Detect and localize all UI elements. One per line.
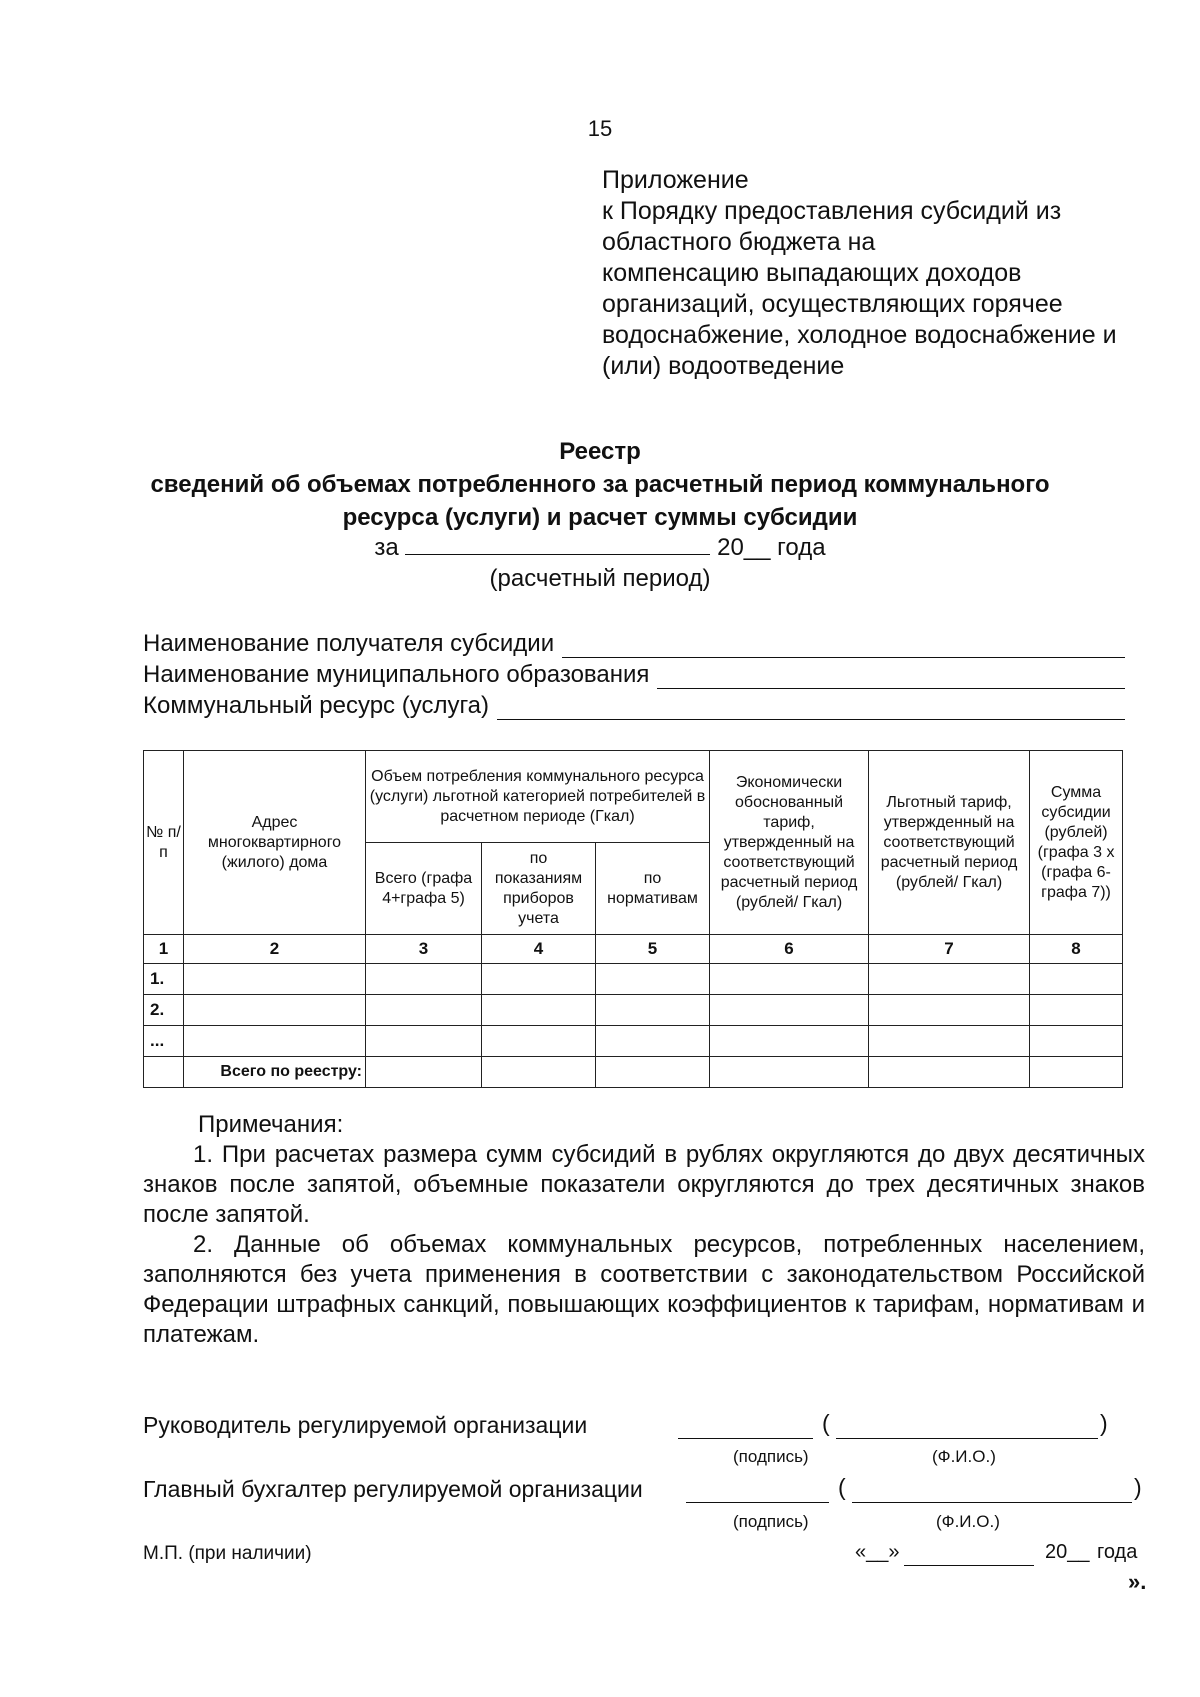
table-cell[interactable] bbox=[366, 1026, 482, 1057]
head-signature-caption: (подпись) bbox=[733, 1447, 809, 1466]
notes-heading: Примечания: bbox=[198, 1111, 344, 1138]
table-cell[interactable] bbox=[482, 995, 596, 1026]
appendix-line: к Порядку предоставления субсидий из bbox=[602, 197, 1062, 225]
recipient-blank[interactable] bbox=[562, 637, 1125, 658]
page-number: 15 bbox=[587, 116, 613, 141]
accountant-signature-label: Главный бухгалтер регулируемой организации bbox=[143, 1476, 643, 1502]
document-title bbox=[0, 435, 1200, 534]
registry-table bbox=[143, 750, 1123, 1088]
table-cell[interactable] bbox=[596, 995, 710, 1026]
column-number: 6 bbox=[710, 935, 869, 964]
date-day: «__» bbox=[855, 1541, 900, 1563]
header-econ-tariff: Экономически обоснованный тариф, утвержденный на соответствующий расчетный период (рублей/ Гкал) bbox=[710, 751, 869, 935]
table-cell[interactable] bbox=[596, 1026, 710, 1057]
date-suffix: года bbox=[1097, 1541, 1138, 1563]
header-pref-tariff: Льготный тариф, утвержденный на соответствующий расчетный период (рублей/ Гкал) bbox=[869, 751, 1030, 935]
head-signature-line[interactable] bbox=[678, 1438, 813, 1439]
title-line: сведений об объемах потребленного за расчетный период коммунального bbox=[150, 471, 1050, 498]
header-subsidy: Сумма субсидии (рублей) (графа 3 х (графа 6-графа 7)) bbox=[1030, 751, 1123, 935]
table-cell[interactable] bbox=[596, 1057, 710, 1088]
appendix-line: водоснабжение, холодное водоснабжение и bbox=[602, 321, 1117, 349]
row-number: 1. bbox=[144, 964, 184, 995]
appendix-line: компенсацию выпадающих доходов bbox=[602, 259, 1022, 287]
header-volume: Объем потребления коммунального ресурса (услуги) льготной категорией потребителей в расчетном периоде (Гкал) bbox=[366, 751, 710, 843]
table-cell[interactable] bbox=[1030, 1026, 1123, 1057]
appendix-line: (или) водоотведение bbox=[602, 352, 845, 380]
table-cell[interactable] bbox=[482, 1057, 596, 1088]
column-number: 1 bbox=[144, 935, 184, 964]
table-cell[interactable] bbox=[710, 1057, 869, 1088]
accountant-name-caption: (Ф.И.О.) bbox=[936, 1512, 1000, 1531]
resource-field bbox=[143, 692, 1125, 720]
header-by-meters: по показаниям приборов учета bbox=[482, 843, 596, 935]
appendix-line: областного бюджета на bbox=[602, 228, 876, 256]
column-number: 5 bbox=[596, 935, 710, 964]
recipient-field bbox=[143, 630, 1125, 658]
row-number: ... bbox=[144, 1026, 184, 1057]
period-caption: (расчетный период) bbox=[489, 565, 711, 592]
date-month-line[interactable] bbox=[904, 1565, 1034, 1566]
row-number: 2. bbox=[144, 995, 184, 1026]
table-cell[interactable] bbox=[710, 964, 869, 995]
table-cell bbox=[144, 1057, 184, 1088]
table-cell[interactable] bbox=[482, 1026, 596, 1057]
table-cell[interactable] bbox=[710, 995, 869, 1026]
table-cell[interactable] bbox=[1030, 1057, 1123, 1088]
accountant-close-paren: ) bbox=[1134, 1474, 1142, 1500]
municipality-field bbox=[143, 661, 1125, 689]
recipient-label: Наименование получателя субсидии bbox=[143, 630, 555, 657]
title-line: Реестр bbox=[559, 438, 641, 465]
header-total: Всего (графа 4+графа 5) bbox=[366, 843, 482, 935]
table-cell[interactable] bbox=[366, 964, 482, 995]
table-cell[interactable] bbox=[710, 1026, 869, 1057]
table-cell[interactable] bbox=[184, 1026, 366, 1057]
head-open-paren: ( bbox=[822, 1410, 830, 1436]
accountant-open-paren: ( bbox=[838, 1474, 846, 1500]
head-signature-label: Руководитель регулируемой организации bbox=[143, 1412, 588, 1438]
notes-section bbox=[143, 1110, 1145, 1350]
period-year: 20__ bbox=[717, 534, 771, 561]
head-name-caption: (Ф.И.О.) bbox=[932, 1447, 996, 1466]
table-cell[interactable] bbox=[1030, 964, 1123, 995]
head-close-paren: ) bbox=[1100, 1410, 1108, 1436]
table-cell[interactable] bbox=[366, 995, 482, 1026]
table-row bbox=[144, 1057, 1123, 1088]
header-num: № п/п bbox=[144, 751, 184, 935]
period-line bbox=[0, 532, 1200, 562]
table-cell[interactable] bbox=[184, 964, 366, 995]
period-suffix: года bbox=[777, 534, 826, 561]
table-row bbox=[144, 964, 1123, 995]
column-number: 3 bbox=[366, 935, 482, 964]
table-cell[interactable] bbox=[1030, 995, 1123, 1026]
title-line: ресурса (услуги) и расчет суммы субсидии bbox=[342, 504, 858, 531]
table-cell[interactable] bbox=[366, 1057, 482, 1088]
table-cell[interactable] bbox=[869, 1057, 1030, 1088]
municipality-blank[interactable] bbox=[657, 668, 1125, 689]
total-label: Всего по реестру: bbox=[184, 1057, 366, 1088]
closing-mark: ». bbox=[1128, 1569, 1147, 1594]
table-cell[interactable] bbox=[869, 1026, 1030, 1057]
table-cell[interactable] bbox=[482, 964, 596, 995]
column-number: 8 bbox=[1030, 935, 1123, 964]
column-number: 4 bbox=[482, 935, 596, 964]
stamp-label: М.П. (при наличии) bbox=[143, 1543, 312, 1564]
resource-blank[interactable] bbox=[497, 699, 1125, 720]
table-cell[interactable] bbox=[184, 995, 366, 1026]
accountant-name-line[interactable] bbox=[852, 1502, 1132, 1503]
header-address: Адрес многоквартирного (жилого) дома bbox=[184, 751, 366, 935]
appendix-header bbox=[602, 165, 1162, 382]
header-by-norms: по нормативам bbox=[596, 843, 710, 935]
note-item: 1. При расчетах размера сумм субсидий в рублях округляются до двух десятичных знаков после запятой, объемные показатели округляются до трех десятичных знаков после запятой. bbox=[143, 1141, 1145, 1228]
column-number: 2 bbox=[184, 935, 366, 964]
appendix-line: Приложение bbox=[602, 166, 749, 194]
column-number: 7 bbox=[869, 935, 1030, 964]
table-cell[interactable] bbox=[596, 964, 710, 995]
accountant-signature-caption: (подпись) bbox=[733, 1512, 809, 1531]
table-row bbox=[144, 1026, 1123, 1057]
accountant-signature-line[interactable] bbox=[686, 1502, 829, 1503]
period-prefix: за bbox=[374, 534, 399, 561]
date-year: 20__ bbox=[1045, 1541, 1090, 1563]
period-blank[interactable] bbox=[405, 532, 710, 555]
table-cell[interactable] bbox=[869, 995, 1030, 1026]
table-row bbox=[144, 995, 1123, 1026]
note-item: 2. Данные об объемах коммунальных ресурсов, потребленных населением, заполняются без учета применения в соответствии с законодательством Российской Федерации штрафных санкций, повышающих коэффициентов к тарифам, нормативам и платежам. bbox=[143, 1231, 1145, 1348]
resource-label: Коммунальный ресурс (услуга) bbox=[143, 692, 490, 719]
table-cell[interactable] bbox=[869, 964, 1030, 995]
head-name-line[interactable] bbox=[836, 1438, 1098, 1439]
municipality-label: Наименование муниципального образования bbox=[143, 661, 650, 688]
appendix-line: организаций, осуществляющих горячее bbox=[602, 290, 1063, 318]
